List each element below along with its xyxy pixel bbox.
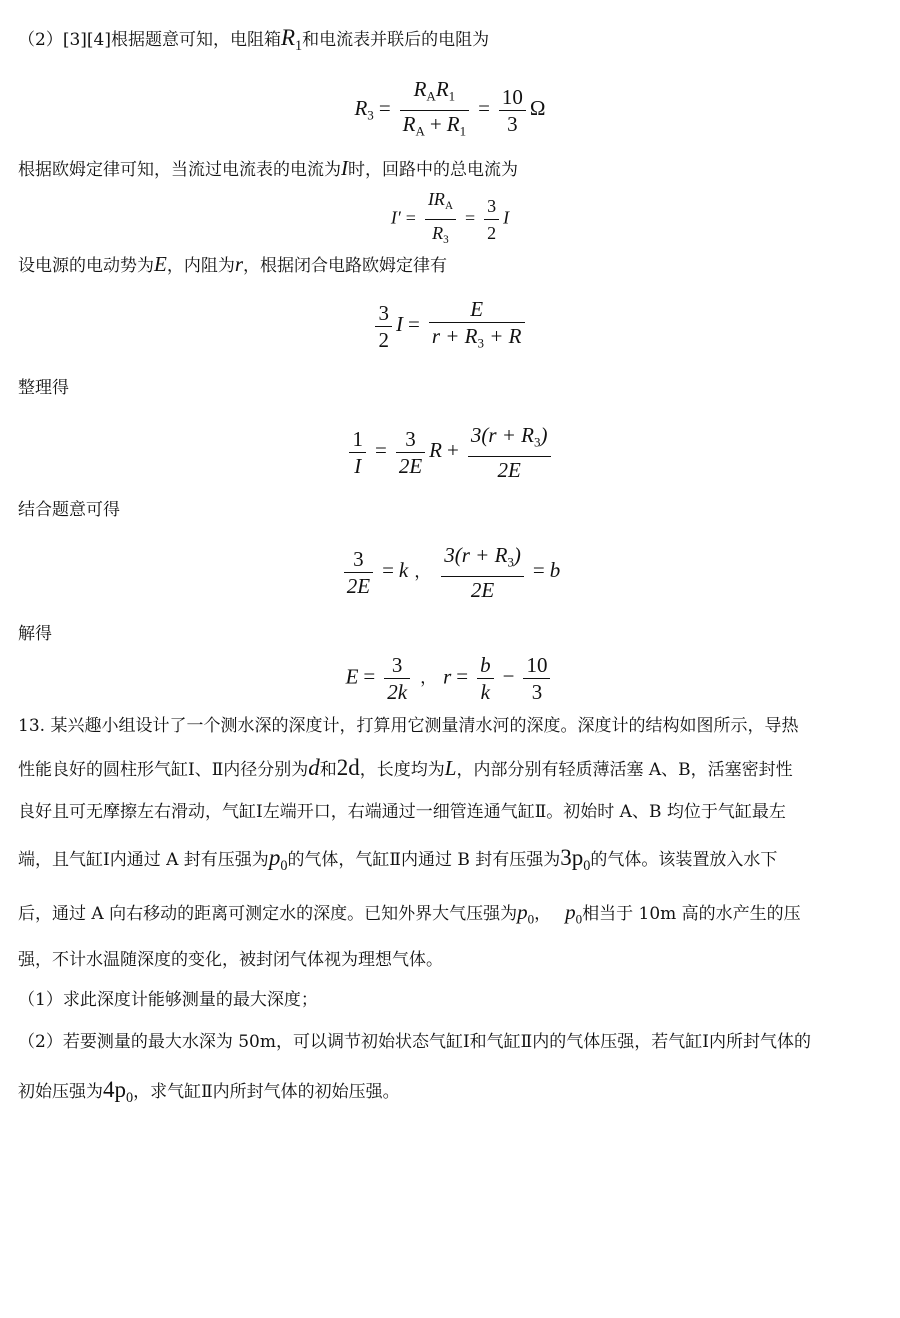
solution-paragraph-3: 设电源的电动势为E，内阻为r，根据闭合电路欧姆定律有 [18,252,448,276]
problem-13-line-6: 强，不计水温随深度的变化，被封闭气体视为理想气体。 [18,950,443,970]
fraction: $\frac{3}{2}$ [484,193,499,246]
fraction: $\frac{3}{2k}$ [384,652,410,705]
fraction: $\frac{1}{I}$ [349,426,366,479]
equation-rearranged: $\frac{1}{I}$ = $\frac{3}{2E}$ R + $\frac{3(r + R_3)}{2E}$ [0,422,900,483]
equation-slope-intercept: $\frac{3}{2E}$ = k ， $\frac{3(r + R_3)}{2E}$ = b [0,542,900,603]
fraction: $\frac{E}{r + R_3 + R}$ [429,296,525,357]
fraction: $\frac{3(r + R_3)}{2E}$ [441,542,524,603]
equation-r3: $R_3$ = $\frac{R_AR_1}{R_A + R_1}$ = $\frac{10}{3}$ Ω [0,76,900,144]
problem-13-line-5: 后，通过 A 向右移动的距离可测定水的深度。已知外界大气压强为$p_0$， $p_0$相当于 10m 高的水产生的压 [18,900,801,927]
fraction: $\frac{b}{k}$ [477,652,494,705]
fraction: $\frac{3}{2E}$ [344,546,373,599]
equation-total-current: I′ = $\frac{IR_A}{R_3}$ = $\frac{3}{2}$ I [0,186,900,253]
solution-paragraph-4: 整理得 [18,378,69,398]
fraction: $\frac{3(r + R_3)}{2E}$ [468,422,551,483]
solution-paragraph-2: 根据欧姆定律可知，当流过电流表的电流为I时，回路中的总电流为 [18,156,518,180]
equation-closed-circuit: $\frac{3}{2}$ I = $\frac{E}{r + R_3 + R}$ [0,296,900,357]
fraction: $\frac{10}{3}$ [523,652,550,705]
question-2-line-2: 初始压强为$4p_0$，求气缸Ⅱ内所封气体的初始压强。 [18,1077,400,1106]
problem-13-line-1: 13. 某兴趣小组设计了一个测水深的深度计，打算用它测量清水河的深度。深度计的结构如图所示，导热 [18,716,799,736]
solution-paragraph-1 [18,26,880,58]
fraction: $\frac{10}{3}$ [499,84,526,137]
text: （2）[3][4]根据题意可知，电阻箱 [18,30,281,50]
fraction: $\frac{3}{2}$ [375,300,392,353]
fraction: $\frac{R_AR_1}{R_A + R_1}$ [400,76,469,144]
problem-13-line-2: 性能良好的圆柱形气缸Ⅰ、Ⅱ内径分别为d和2d，长度均为L，内部分别有轻质薄活塞 A、B，活塞密封性 [18,755,793,780]
solution-paragraph-6: 解得 [18,624,52,644]
fraction: $\frac{IR_A}{R_3}$ [425,186,456,253]
question-1: （1）求此深度计能够测量的最大深度； [18,990,318,1010]
solution-paragraph-5: 结合题意可得 [18,500,120,520]
fraction: $\frac{3}{2E}$ [396,426,425,479]
equation-result: E = $\frac{3}{2k}$ ， r = $\frac{b}{k}$ − $\frac{10}{3}$ [0,652,900,705]
symbol-r1: $R_1$ [280,25,303,54]
problem-13-line-3: 良好且可无摩擦左右滑动，气缸Ⅰ左端开口，右端通过一细管连通气缸Ⅱ。初始时 A、B 均位于气缸最左 [18,802,786,822]
problem-13-line-4: 端，且气缸Ⅰ内通过 A 封有压强为$p_0$的气体，气缸Ⅱ内通过 B 封有压强为$3p_0$的气体。该装置放入水下 [18,845,778,874]
text: 和电流表并联后的电阻为 [302,30,490,50]
question-2-line-1: （2）若要测量的最大水深为 50m，可以调节初始状态气缸Ⅰ和气缸Ⅱ内的气体压强，若气缸Ⅰ内所封气体的 [18,1032,811,1052]
